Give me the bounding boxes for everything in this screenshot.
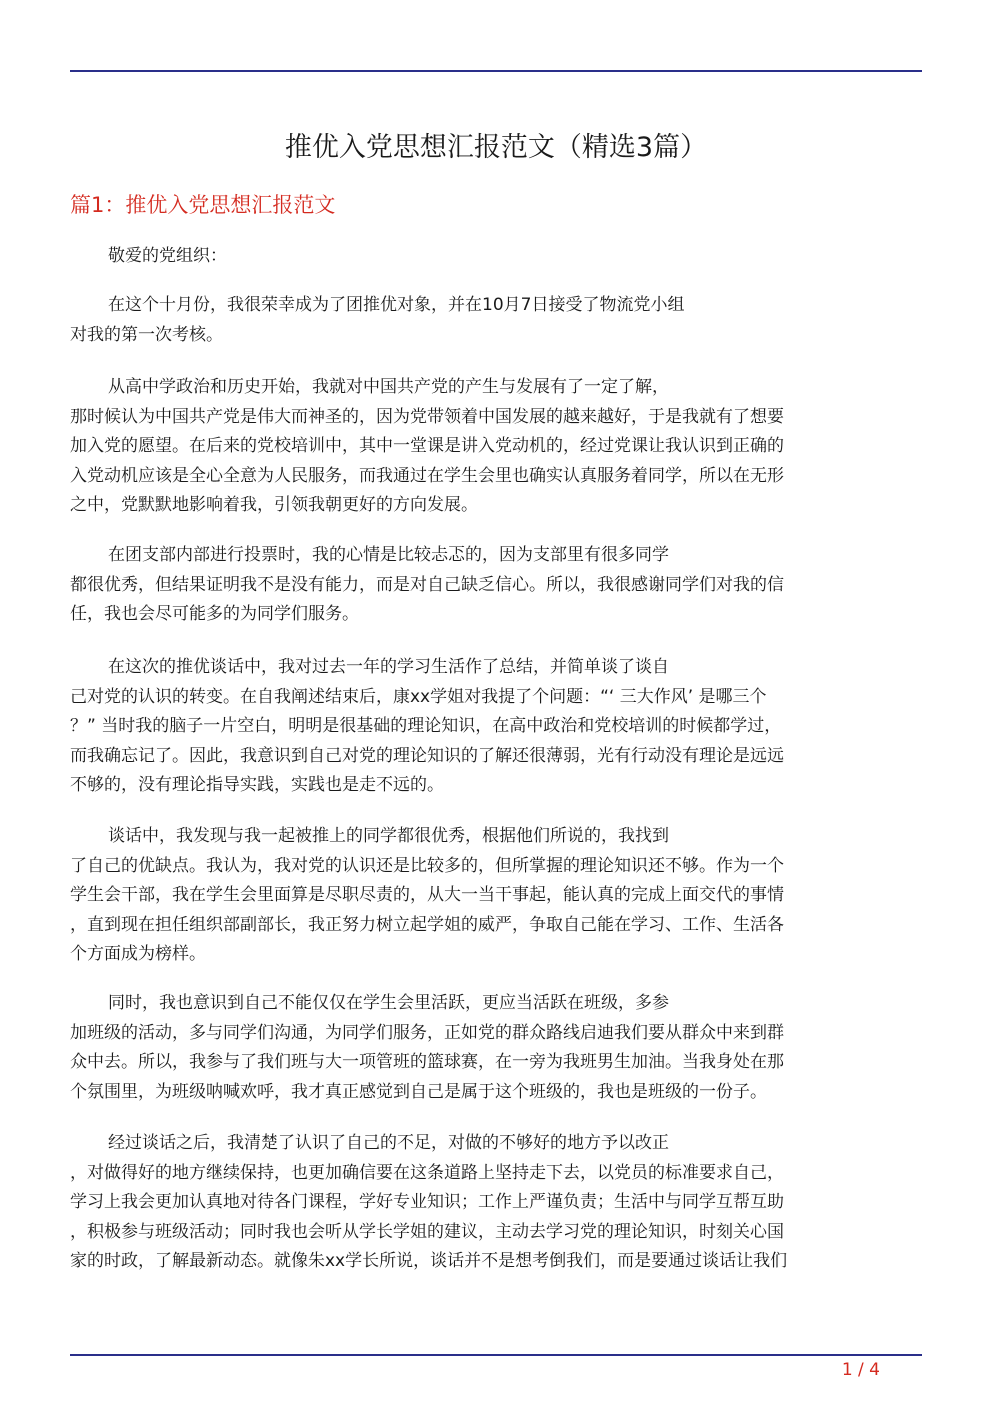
paragraph-line: 学生会干部，我在学生会里面算是尽职尽责的，从大一当干事起，能认真的完成上面交代的事情 bbox=[70, 885, 784, 905]
paragraph bbox=[70, 653, 922, 801]
paragraph-line: 了自己的优缺点。我认为，我对党的认识还是比较多的，但所掌握的理论知识还不够。作为一个 bbox=[70, 855, 784, 876]
paragraph-line: 己对党的认识的转变。在自我阐述结束后，康xx学姐对我提了个问题：“‘ 三大作风’ 是哪三个 bbox=[70, 686, 767, 707]
paragraph-line: 对我的第一次考核。 bbox=[70, 324, 223, 345]
paragraph-line: 经过谈话之后，我清楚了认识了自己的不足，对做的不够好的地方予以改正 bbox=[108, 1133, 669, 1153]
paragraph-line: 个氛围里，为班级呐喊欢呼，我才真正感觉到自己是属于这个班级的，我也是班级的一份子。 bbox=[70, 1081, 767, 1102]
paragraph-line: ，直到现在担任组织部副部长，我正努力树立起学姐的威严，争取自己能在学习、工作、生活各 bbox=[70, 914, 784, 935]
paragraph bbox=[70, 541, 922, 630]
paragraph bbox=[70, 822, 922, 970]
paragraph-line: 加入党的愿望。在后来的党校培训中，其中一堂课是讲入党动机的，经过党课让我认识到正确的 bbox=[70, 436, 784, 456]
paragraph-line: 谈话中，我发现与我一起被推上的同学都很优秀，根据他们所说的，我找到 bbox=[108, 826, 669, 846]
paragraph-line: 同时，我也意识到自己不能仅仅在学生会里活跃，更应当活跃在班级，多参 bbox=[108, 993, 669, 1013]
paragraph-line: 之中，党默默地影响着我，引领我朝更好的方向发展。 bbox=[70, 495, 478, 515]
paragraph-line: ？” 当时我的脑子一片空白，明明是很基础的理论知识，在高中政治和党校培训的时候都学过， bbox=[70, 716, 782, 736]
greeting-paragraph bbox=[70, 242, 922, 272]
paragraph bbox=[70, 1129, 922, 1277]
paragraph-line: 在这个十月份，我很荣幸成为了团推优对象，并在10月7日接受了物流党小组 bbox=[108, 295, 685, 315]
paragraph-line: ，对做得好的地方继续保持，也更加确信要在这条道路上坚持走下去，以党员的标准要求自己， bbox=[70, 1162, 784, 1183]
paragraph-line: 在这次的推优谈话中，我对过去一年的学习生活作了总结，并简单谈了谈自 bbox=[108, 657, 669, 677]
header-rule bbox=[70, 70, 922, 72]
paragraph-line: 个方面成为榜样。 bbox=[70, 944, 206, 964]
paragraph-line: 学习上我会更加认真地对待各门课程，学好专业知识；工作上严谨负责；生活中与同学互帮互助 bbox=[70, 1192, 784, 1212]
footer-rule bbox=[70, 1354, 922, 1356]
paragraph-line: 都很优秀，但结果证明我不是没有能力，而是对自己缺乏信心。所以，我很感谢同学们对我的信 bbox=[70, 574, 784, 595]
section-heading: 篇1：推优入党思想汇报范文 bbox=[70, 193, 336, 217]
paragraph bbox=[70, 291, 922, 350]
paragraph bbox=[70, 989, 922, 1107]
paragraph-line: 众中去。所以，我参与了我们班与大一项管班的篮球赛，在一旁为我班男生加油。当我身处在那 bbox=[70, 1052, 784, 1072]
page-number: 1 / 4 bbox=[841, 1360, 880, 1380]
paragraph bbox=[70, 373, 922, 521]
paragraph-line: 家的时政，了解最新动态。就像朱xx学长所说，谈话并不是想考倒我们，而是要通过谈话让我们 bbox=[70, 1251, 788, 1271]
paragraph-line: 在团支部内部进行投票时，我的心情是比较忐忑的，因为支部里有很多同学 bbox=[108, 545, 669, 565]
paragraph-line: 入党动机应该是全心全意为人民服务，而我通过在学生会里也确实认真服务着同学，所以在无形 bbox=[70, 465, 784, 486]
paragraph-line: ，积极参与班级活动；同时我也会听从学长学姐的建议，主动去学习党的理论知识，时刻关心国 bbox=[70, 1221, 784, 1242]
paragraph-line: 任，我也会尽可能多的为同学们服务。 bbox=[70, 604, 359, 624]
document-title: 推优入党思想汇报范文（精选3篇） bbox=[284, 132, 708, 163]
paragraph-line: 那时候认为中国共产党是伟大而神圣的，因为党带领着中国发展的越来越好，于是我就有了想要 bbox=[70, 406, 784, 427]
paragraph-line: 加班级的活动，多与同学们沟通，为同学们服务，正如党的群众路线启迪我们要从群众中来到群 bbox=[70, 1022, 784, 1043]
paragraph-line: 敬爱的党组织： bbox=[108, 246, 227, 266]
paragraph-line: 而我确忘记了。因此，我意识到自己对党的理论知识的了解还很薄弱，光有行动没有理论是远远 bbox=[70, 745, 784, 766]
paragraph-line: 不够的，没有理论指导实践，实践也是走不远的。 bbox=[70, 775, 444, 795]
paragraph-line: 从高中学政治和历史开始，我就对中国共产党的产生与发展有了一定了解， bbox=[108, 377, 669, 397]
